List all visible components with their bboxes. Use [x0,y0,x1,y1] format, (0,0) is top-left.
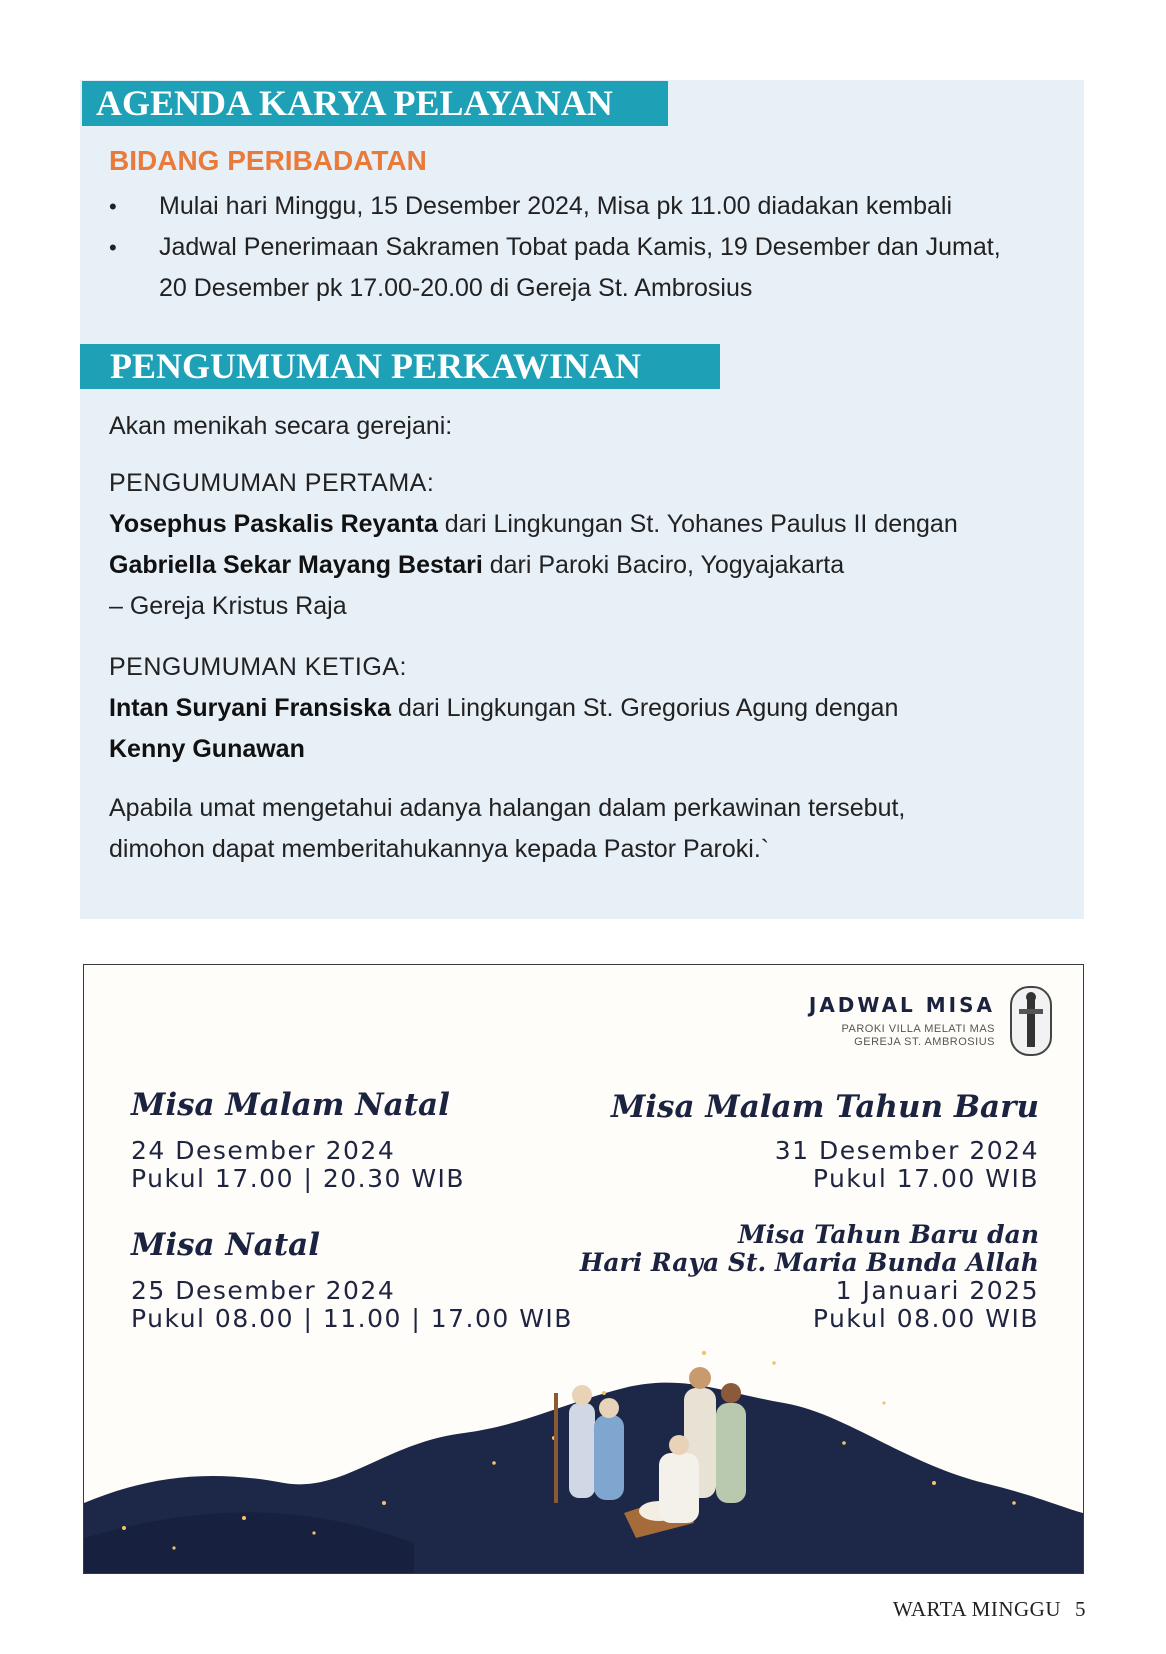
third-announcement-label: PENGUMUMAN KETIGA: [109,653,407,681]
third-announcement-line1: Intan Suryani Fransiska dari Lingkungan St. Gregorius Agung dengan [109,694,899,722]
event-title: Misa Malam Natal [131,1087,450,1123]
footer-label: WARTA MINGGU [892,1597,1061,1621]
wedding-intro: Akan menikah secara gerejani: [109,412,453,440]
mass-schedule-card [83,964,1084,1574]
event-christmas [131,1227,573,1333]
agenda-subtitle: BIDANG PERIBADATAN [109,145,427,176]
church-logo-icon [1009,985,1053,1057]
nativity-scene [84,1333,1083,1573]
event-new-year [580,1221,1039,1333]
event-title-line2: Hari Raya St. Maria Bunda Allah [579,1248,1039,1277]
list-item: • Mulai hari Minggu, 15 Desember 2024, Misa pk 11.00 diadakan kembali [109,186,1009,227]
third-announcement-line2: Kenny Gunawan [109,735,305,763]
event-time: Pukul 17.00 | 20.30 WIB [131,1164,466,1193]
event-christmas-eve [131,1087,465,1193]
wedding-banner: PENGUMUMAN PERKAWINAN [80,344,720,389]
list-item: • Jadwal Penerimaan Sakramen Tobat pada Kamis, 19 Desember dan Jumat, 20 Desember pk 17.00-20.00 di Gereja St. Ambrosius [109,227,1009,309]
event-title-line1: Misa Tahun Baru dan [737,1220,1039,1249]
event-title: Misa Malam Tahun Baru [610,1089,1039,1125]
schedule-brand [809,993,995,1049]
wedding-closing: Apabila umat mengetahui adanya halangan dalam perkawinan tersebut, dimohon dapat memberitahukannya kepada Pastor Paroki.` [109,794,906,863]
page-number: 5 [1075,1597,1086,1621]
event-date: 31 Desember 2024 [774,1136,1039,1165]
event-new-year-eve [611,1089,1039,1193]
event-date: 25 Desember 2024 [131,1276,396,1305]
event-date: 1 Januari 2025 [835,1276,1039,1305]
agenda-banner: AGENDA KARYA PELAYANAN [82,81,668,126]
bullet-icon: • [109,235,117,260]
event-time: Pukul 17.00 WIB [812,1164,1039,1193]
first-announcement-line1: Yosephus Paskalis Reyanta dari Lingkungan St. Yohanes Paulus II dengan [109,510,958,538]
schedule-brand-title: JADWAL MISA [808,993,995,1017]
event-date: 24 Desember 2024 [131,1136,396,1165]
first-announcement-line2: Gabriella Sekar Mayang Bestari dari Paroki Baciro, Yogyajakarta [109,551,845,579]
agenda-list [109,186,1009,309]
page-footer [893,1597,1086,1622]
schedule-brand-sub1: PAROKI VILLA MELATI MAS [841,1023,995,1035]
bullet-icon: • [109,194,117,219]
first-announcement-line3: – Gereja Kristus Raja [109,592,347,620]
event-title: Misa Natal [131,1227,321,1263]
event-time: Pukul 08.00 | 11.00 | 17.00 WIB [131,1304,573,1333]
schedule-brand-sub2: GEREJA ST. AMBROSIUS [854,1036,995,1048]
event-time: Pukul 08.00 WIB [812,1304,1039,1333]
first-announcement-label: PENGUMUMAN PERTAMA: [109,469,435,497]
